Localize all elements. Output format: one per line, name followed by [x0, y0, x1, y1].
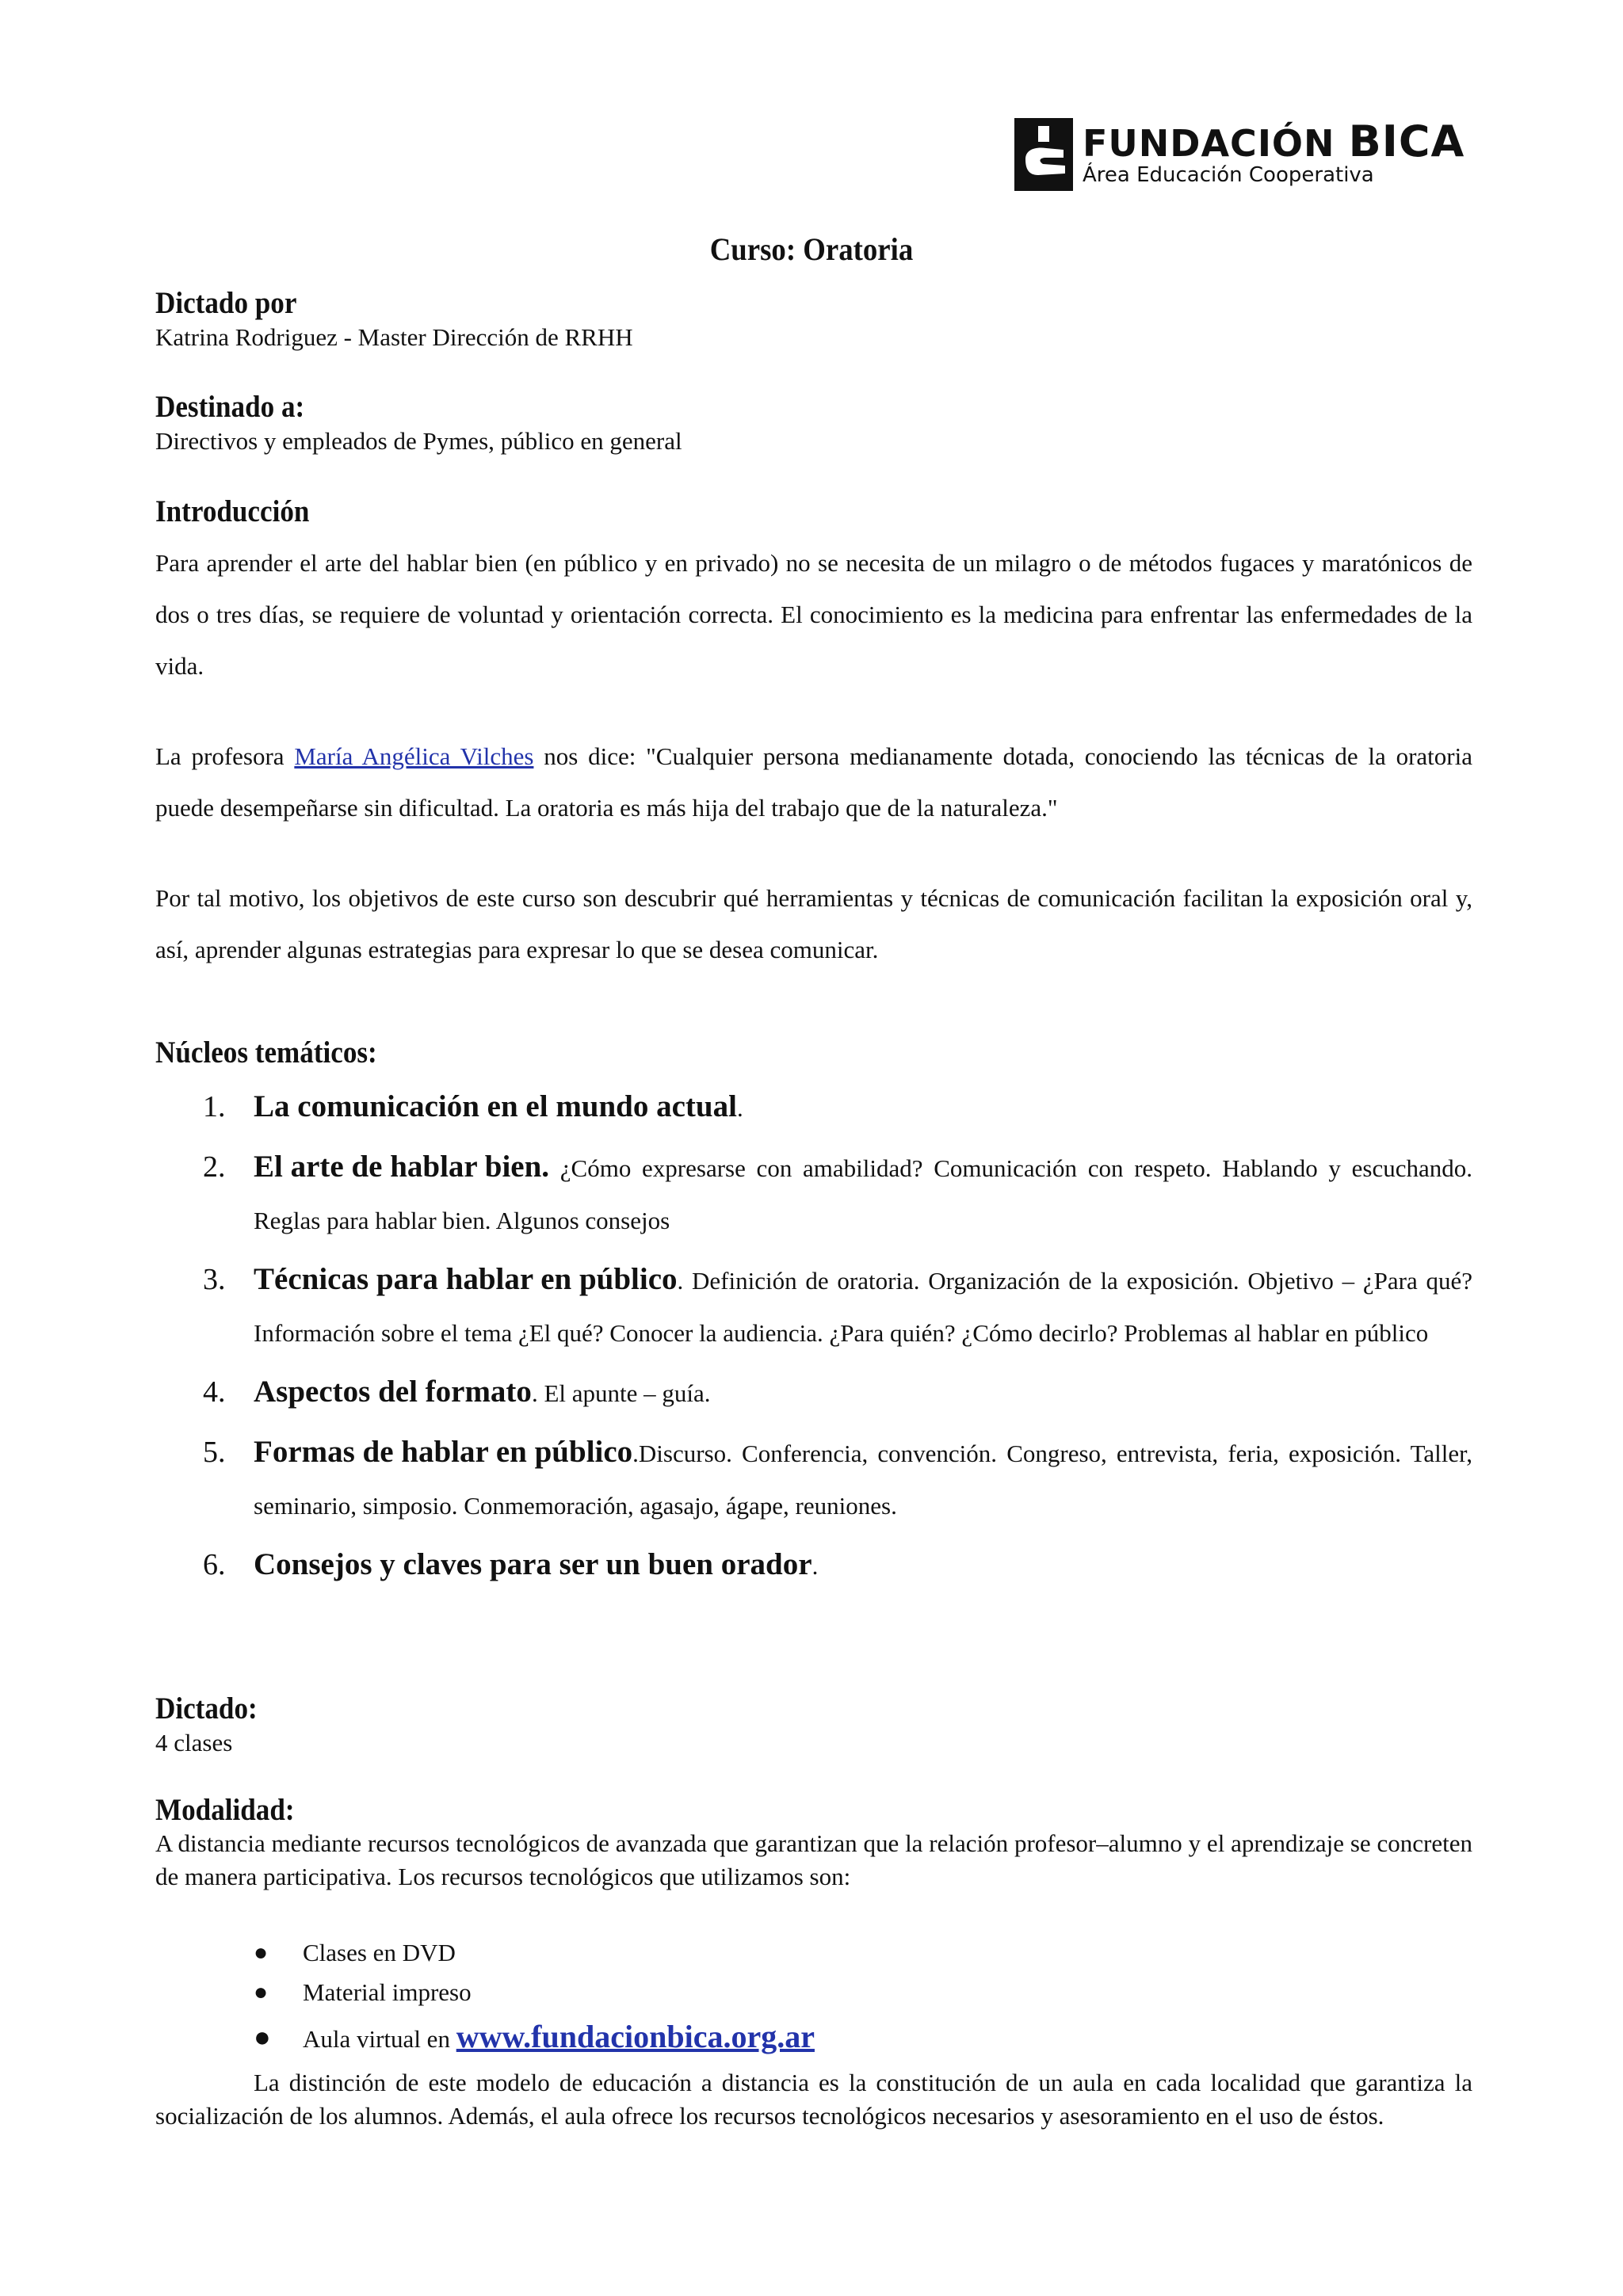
list-item: ● Clases en DVD [254, 1939, 456, 1966]
instructor-text: Katrina Rodriguez - Master Dirección de RRHH [155, 323, 633, 351]
introduccion-heading: Introducción [155, 494, 310, 528]
audience-text: Directivos y empleados de Pymes, público en general [155, 427, 682, 455]
topic-item: 2. El arte de hablar bien. ¿Cómo expresarse con amabilidad? Comunicación con respeto. Hablando y escuchando. Reglas para hablar bien. Algunos consejos [203, 1150, 1472, 1234]
topic-item: 6. Consejos y claves para ser un buen orador. [203, 1547, 819, 1581]
closing-paragraph: La distinción de este modelo de educación a distancia es la constitución de un aula en cada localidad que garantiza la socialización de los alumnos. Además, el aula ofrece los recursos tecnológicos necesarios y asesoramiento en el uso de éstos. [155, 2069, 1472, 2130]
logo-name: FUNDACIÓN BICA [1083, 116, 1465, 166]
intro-paragraph-2: La profesora María Angélica Vilches nos dice: "Cualquier persona medianamente dotada, conociendo las técnicas de la oratoria puede desempeñarse sin dificultad. La oratoria es más hija del trabajo que de la naturaleza." [155, 742, 1472, 822]
intro-paragraph-3: Por tal motivo, los objetivos de este curso son descubrir qué herramientas y técnicas de comunicación facilitan la exposición oral y, así, aprender algunas estrategias para expresar lo que se desea comunicar. [155, 884, 1472, 963]
professor-link[interactable]: María Angélica Vilches [294, 742, 534, 770]
modalidad-heading: Modalidad: [155, 1793, 295, 1827]
list-item: ● Aula virtual en www.fundacionbica.org.ar [254, 2019, 815, 2054]
topic-item: 1. La comunicación en el mundo actual. [203, 1089, 743, 1123]
classes-count: 4 clases [155, 1729, 233, 1756]
logo-subtitle: Área Educación Cooperativa [1083, 163, 1374, 187]
nucleos-heading: Núcleos temáticos: [155, 1035, 377, 1070]
resources-list [155, 1933, 815, 2064]
topic-item: 3. Técnicas para hablar en público. Definición de oratoria. Organización de la exposición. Objetivo – ¿Para qué? Información sobre el tema ¿El qué? Conocer la audiencia. ¿Para quién? ¿Cómo decirlo? Problemas al hablar en público [203, 1262, 1472, 1347]
destinado-heading: Destinado a: [155, 390, 305, 424]
topic-item: 4. Aspectos del formato. El apunte – guía. [203, 1375, 711, 1409]
dictado-heading: Dictado: [155, 1691, 258, 1726]
list-item: ● Material impreso [254, 1978, 472, 2006]
dictado-por-heading: Dictado por [155, 286, 297, 320]
fundacion-bica-logo [1014, 111, 1465, 198]
intro-paragraph-1: Para aprender el arte del hablar bien (en público y en privado) no se necesita de un milagro o de métodos fugaces y maratónicos de dos o tres días, se requiere de voluntad y orientación correcta. El conocimiento es la medicina para enfrentar las enfermedades de la vida. [155, 549, 1472, 680]
modalidad-text: A distancia mediante recursos tecnológicos de avanzada que garantizan que la relación profesor–alumno y el aprendizaje se concreten de manera participativa. Los recursos tecnológicos que utilizamos son: [155, 1829, 1472, 1890]
website-link[interactable]: www.fundacionbica.org.ar [456, 2019, 815, 2054]
topic-item: 5. Formas de hablar en público.Discurso. Conferencia, convención. Congreso, entrevista, feria, exposición. Taller, seminario, simposio. Conmemoración, agasajo, ágape, reuniones. [203, 1435, 1472, 1520]
course-title: Curso: Oratoria [709, 231, 914, 267]
hand-logo-icon [1014, 118, 1073, 191]
topics-list [155, 1081, 1472, 1592]
